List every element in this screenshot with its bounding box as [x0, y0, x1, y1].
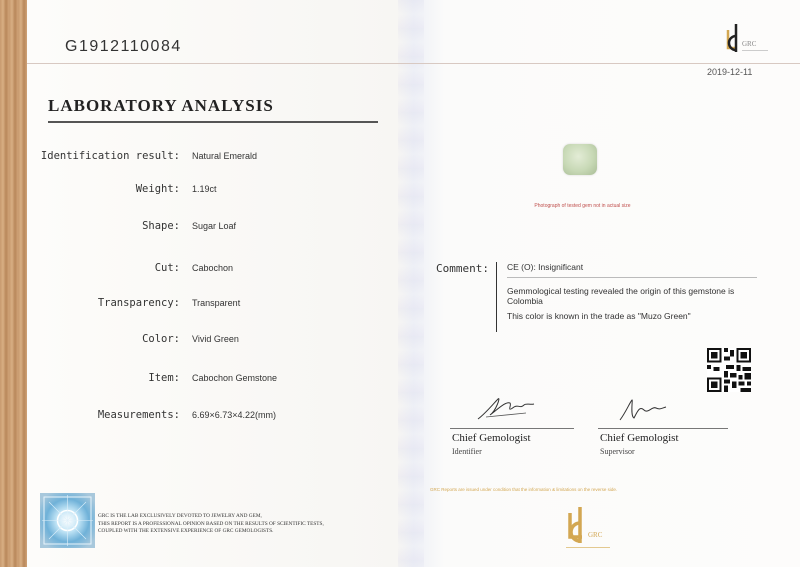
comment-line: Gemmological testing revealed the origin of this gemstone is Colombia [507, 286, 735, 306]
logo-text: GRC [742, 40, 757, 48]
disclaimer-line: COUPLED WITH THE EXTENSIVE EXPERIENCE OF GRC GEMOLOGISTS. [98, 528, 274, 534]
signature-line [450, 428, 574, 429]
field-value: Transparent [192, 298, 241, 308]
disclaimer-line: GRC IS THE LAB EXCLUSIVELY DEVOTED TO JEWELRY AND GEM, [98, 513, 262, 519]
signatory-name: Chief Gemologist [452, 432, 531, 444]
signatory-name: Chief Gemologist [600, 432, 679, 444]
field-label: Weight: [135, 183, 180, 195]
field-row [0, 297, 380, 313]
signature-identifier-icon [476, 393, 536, 423]
comment-line: CE (O): Insignificant [507, 262, 584, 272]
field-value: Natural Emerald [192, 151, 258, 161]
field-row [0, 409, 380, 425]
logo-text: GRC [588, 531, 603, 539]
grc-logo-bottom-icon [560, 505, 616, 553]
wood-background [0, 0, 27, 567]
comment-line: This color is known in the trade as "Muzo Green" [507, 311, 691, 321]
fold-watermark [398, 0, 424, 567]
gem-photo [563, 144, 597, 175]
signatory-role: Identifier [452, 447, 482, 456]
field-row [0, 372, 380, 388]
field-label: Color: [142, 333, 180, 345]
field-row [0, 183, 380, 199]
field-value: 1.19ct [192, 184, 217, 194]
photo-caption: Photograph of tested gem not in actual size [534, 203, 631, 209]
comment-bracket [496, 262, 497, 332]
hologram-seal-icon [40, 493, 95, 548]
field-label: Measurements: [97, 409, 180, 421]
qr-code-icon [707, 348, 751, 392]
field-label: Shape: [142, 220, 180, 232]
grc-logo-top-icon [722, 22, 770, 60]
signature-line [598, 428, 728, 429]
signature-supervisor-icon [618, 396, 668, 424]
comment-label: Comment: [436, 262, 489, 275]
field-label: Cut: [154, 262, 180, 274]
field-row [0, 262, 380, 278]
field-row [0, 150, 380, 166]
footer-note: GRC Reports are issued under condition that the information & limitations on the reverse side. [430, 487, 618, 492]
page-title: LABORATORY ANALYSIS [48, 96, 274, 115]
field-value: 6.69×6.73×4.22(mm) [192, 410, 277, 420]
report-number: G1912110084 [65, 38, 182, 55]
signatory-role: Supervisor [600, 447, 635, 456]
disclaimer-line: THIS REPORT IS A PROFESSIONAL OPINION BASED ON THE RESULTS OF SCIENTIFIC TESTS, [98, 520, 324, 527]
disclaimer [98, 513, 398, 536]
field-label: Transparency: [97, 297, 180, 309]
header-divider [27, 63, 800, 64]
field-label: Item: [148, 372, 180, 384]
field-value: Sugar Loaf [192, 221, 237, 231]
comment-divider [507, 277, 757, 278]
report-date: 2019-12-11 [707, 67, 753, 77]
field-value: Cabochon [192, 263, 234, 273]
field-row [0, 333, 380, 349]
field-value: Cabochon Gemstone [192, 373, 278, 383]
field-label: Identification result: [40, 150, 180, 162]
title-underline [48, 121, 378, 123]
field-row [0, 220, 380, 236]
field-value: Vivid Green [192, 334, 239, 344]
